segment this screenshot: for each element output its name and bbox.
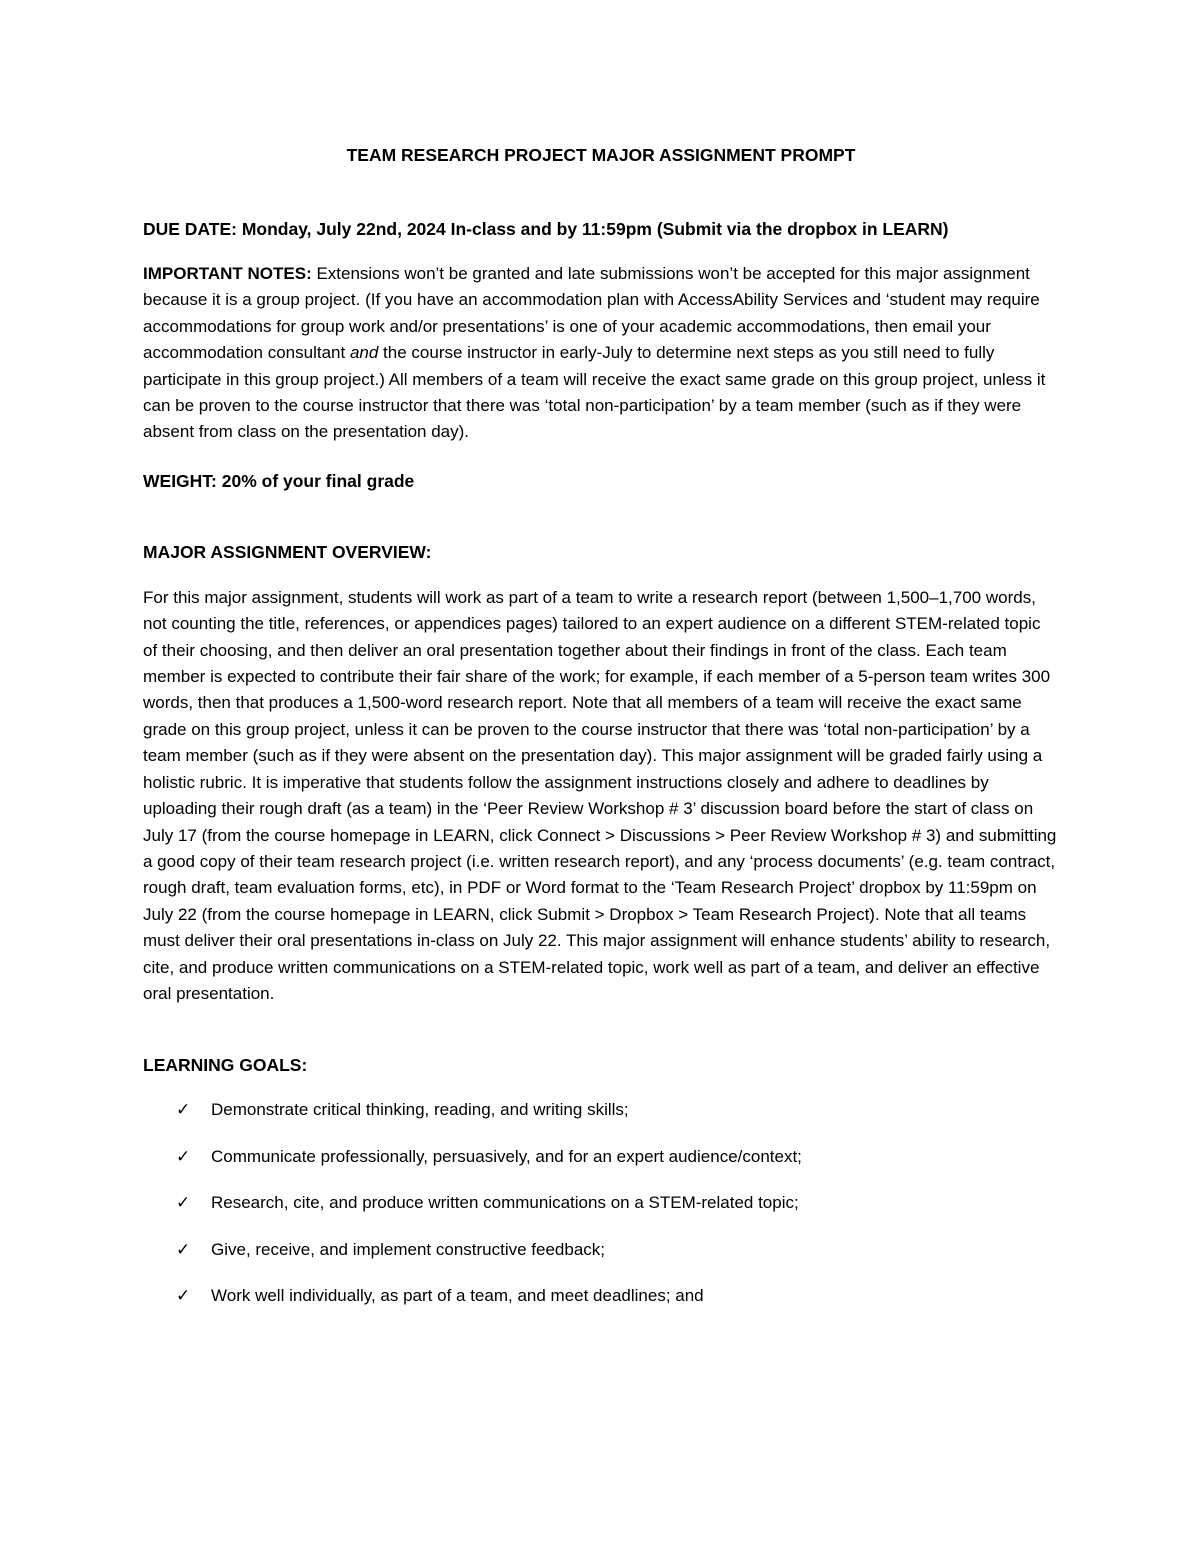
overview-heading: MAJOR ASSIGNMENT OVERVIEW:	[143, 541, 432, 562]
checkmark-icon: ✓	[176, 1286, 191, 1306]
learning-goal-item	[143, 1097, 1059, 1123]
overview-paragraph: For this major assignment, students will work as part of a team to write a research report (between 1,500–1,700 words, not counting the title, references, or appendices pages) tailored to an expert audience on a different STEM-related topic of their choosing, and then deliver an oral presentation together about their findings in front of the class. Each team member is expected to contribute their fair share of the work; for example, if each member of a 5-person team writes 300 words, then that produces a 1,500-word research report. Note that all members of a team will receive the exact same grade on this group project, unless it can be proven to the course instructor that there was ‘total non-participation’ by a team member (such as if they were absent on the presentation day). This major assignment will be graded fairly using a holistic rubric. It is imperative that students follow the assignment instructions closely and adhere to deadlines by uploading their rough draft (as a team) in the ‘Peer Review Workshop # 3’ discussion board before the start of class on July 17 (from the course homepage in LEARN, click Connect > Discussions > Peer Review Workshop # 3) and submitting a good copy of their team research project (i.e. written research report), and any ‘process documents’ (e.g. team contract, rough draft, team evaluation forms, etc), in PDF or Word format to the ‘Team Research Project’ dropbox by 11:59pm on July 22 (from the course homepage in LEARN, click Submit > Dropbox > Team Research Project). Note that all teams must deliver their oral presentations in-class on July 22. This major assignment will enhance students’ ability to research, cite, and produce written communications on a STEM-related topic, work well as part of a team, and deliver an effective oral presentation.	[143, 587, 1057, 1003]
document-body	[143, 142, 1059, 1330]
learning-goal-item	[143, 1190, 1059, 1216]
due-date: DUE DATE: Monday, July 22nd, 2024 In-class and by 11:59pm (Submit via the dropbox in LEARN)	[143, 219, 949, 239]
important-notes-text-part2: the course instructor in early-July to determine next steps as you still need to fully participate in this group project.) All members of a team will receive the exact same grade on this group project, unless it can be proven to the course instructor that there was ‘total non-participation’ by a team member (such as if they were absent from class on the presentation day).	[143, 343, 1046, 442]
learning-goal-item	[143, 1237, 1059, 1263]
learning-goal-text: Research, cite, and produce written communications on a STEM-related topic;	[211, 1193, 799, 1213]
learning-goals-list	[143, 1097, 1059, 1309]
checkmark-icon: ✓	[176, 1193, 191, 1213]
important-notes-text-part1: Extensions won’t be granted and late submissions won’t be accepted for this major assignment because it is a group project. (If you have an accommodation plan with AccessAbility Services and ‘student may require accommodations for group work and/or presentations’ is one of your academic accommodations, then email your accommodation consultant	[143, 264, 1040, 363]
weight-line: WEIGHT: 20% of your final grade	[143, 470, 415, 491]
checkmark-icon: ✓	[176, 1146, 191, 1166]
document-title: TEAM RESEARCH PROJECT MAJOR ASSIGNMENT PROMPT	[346, 145, 856, 165]
learning-goal-text: Give, receive, and implement constructive feedback;	[211, 1239, 606, 1259]
checkmark-icon: ✓	[176, 1239, 191, 1259]
learning-goals-heading: LEARNING GOALS:	[143, 1055, 308, 1076]
learning-goal-item	[143, 1144, 1059, 1170]
important-notes-paragraph	[143, 261, 1059, 446]
learning-goal-item	[143, 1283, 1059, 1309]
learning-goal-text: Work well individually, as part of a team, and meet deadlines; and	[211, 1286, 704, 1306]
important-notes-emphasis: and	[349, 343, 379, 363]
checkmark-icon: ✓	[176, 1100, 191, 1120]
learning-goal-text: Communicate professionally, persuasively, and for an expert audience/context;	[211, 1146, 802, 1166]
learning-goal-text: Demonstrate critical thinking, reading, and writing skills;	[211, 1100, 629, 1120]
important-notes-label: IMPORTANT NOTES:	[143, 264, 312, 283]
